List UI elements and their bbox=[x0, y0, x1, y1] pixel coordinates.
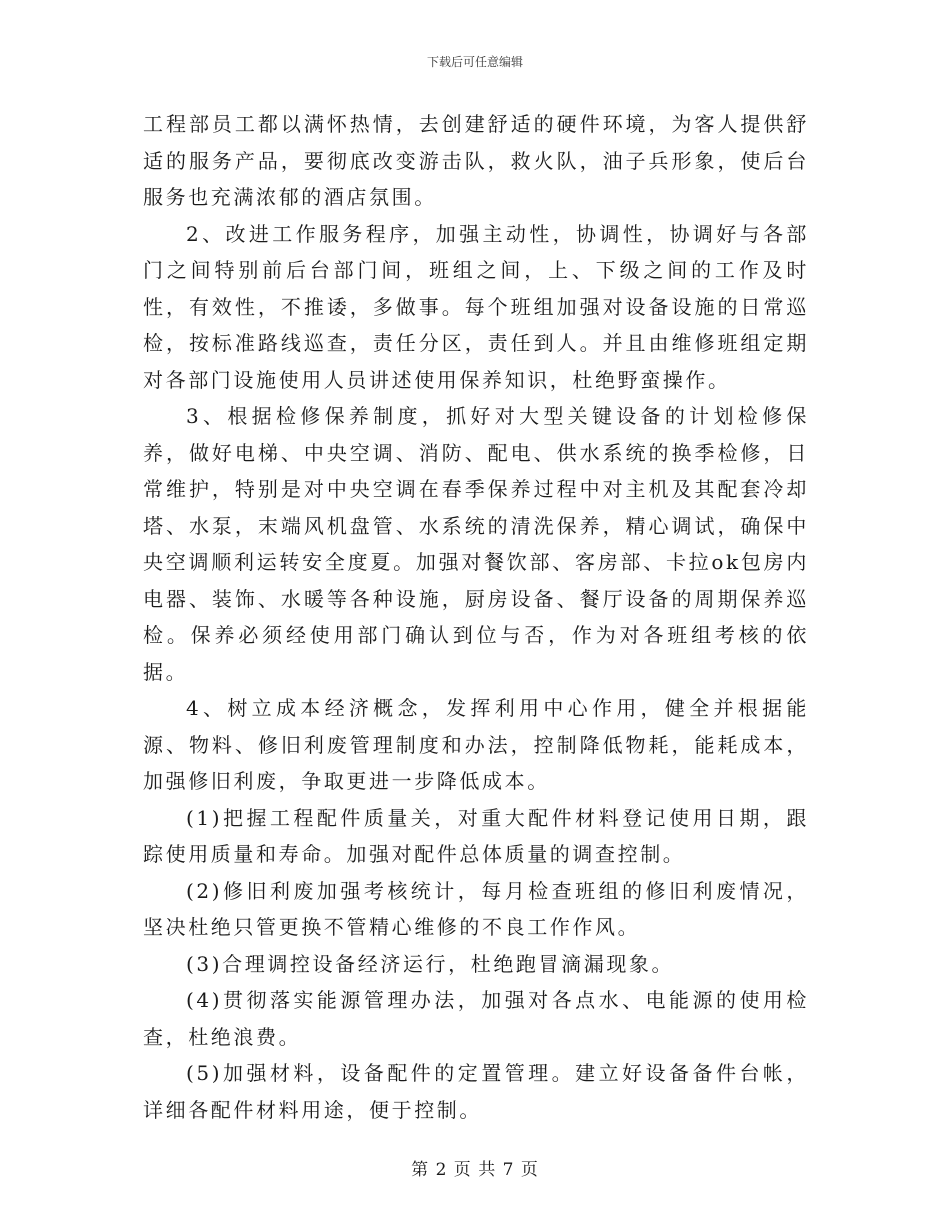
paragraph-continuation: 工程部员工都以满怀热情，去创建舒适的硬件环境，为客人提供舒适的服务产品，要彻底改变游击队，救火队，油子兵形象，使后台服务也充满浓郁的酒店氛围。 bbox=[143, 112, 809, 209]
document-body bbox=[143, 106, 809, 1128]
paragraph-subitem-4: (4)贯彻落实能源管理办法，加强对各点水、电能源的使用检查，杜绝浪费。 bbox=[143, 988, 809, 1049]
page-header: 下载后可任意编辑 bbox=[426, 55, 523, 69]
paragraph-subitem-3: (3)合理调控设备经济运行，杜绝跑冒滴漏现象。 bbox=[186, 951, 675, 976]
paragraph-item-4: 4、树立成本经济概念，发挥利用中心作用，健全并根据能源、物料、修旧利废管理制度和办法，控制降低物耗，能耗成本，加强修旧利废，争取更进一步降低成本。 bbox=[143, 696, 809, 793]
paragraph-subitem-5: (5)加强材料，设备配件的定置管理。建立好设备备件台帐，详细各配件材料用途，便于控制。 bbox=[143, 1061, 809, 1122]
paragraph-subitem-1: (1)把握工程配件质量关，对重大配件材料登记使用日期，跟踪使用质量和寿命。加强对配件总体质量的调查控制。 bbox=[143, 805, 809, 866]
paragraph-item-3: 3、根据检修保养制度，抓好对大型关键设备的计划检修保养，做好电梯、中央空调、消防、配电、供水系统的换季检修，日常维护，特别是对中央空调在春季保养过程中对主机及其配套冷却塔、水泵，末端风机盘管、水系统的清洗保养，精心调试，确保中央空调顺利运转安全度夏。加强对餐饮部、客房部、卡拉ok包房内电器、装饰、水暖等各种设施，厨房设备、餐厅设备的周期保养巡检。保养必须经使用部门确认到位与否，作为对各班组考核的依据。 bbox=[143, 404, 809, 684]
page-number: 第 2 页 共 7 页 bbox=[411, 1160, 539, 1180]
paragraph-item-2: 2、改进工作服务程序，加强主动性，协调性，协调好与各部门之间特别前后台部门间，班组之间，上、下级之间的工作及时性，有效性，不推诿，多做事。每个班组加强对设备设施的日常巡检，按标准路线巡查，责任分区，责任到人。并且由维修班组定期对各部门设施使用人员讲述使用保养知识，杜绝野蛮操作。 bbox=[143, 221, 809, 392]
paragraph-subitem-2: (2)修旧利废加强考核统计，每月检查班组的修旧利废情况，坚决杜绝只管更换不管精心维修的不良工作作风。 bbox=[143, 878, 809, 939]
